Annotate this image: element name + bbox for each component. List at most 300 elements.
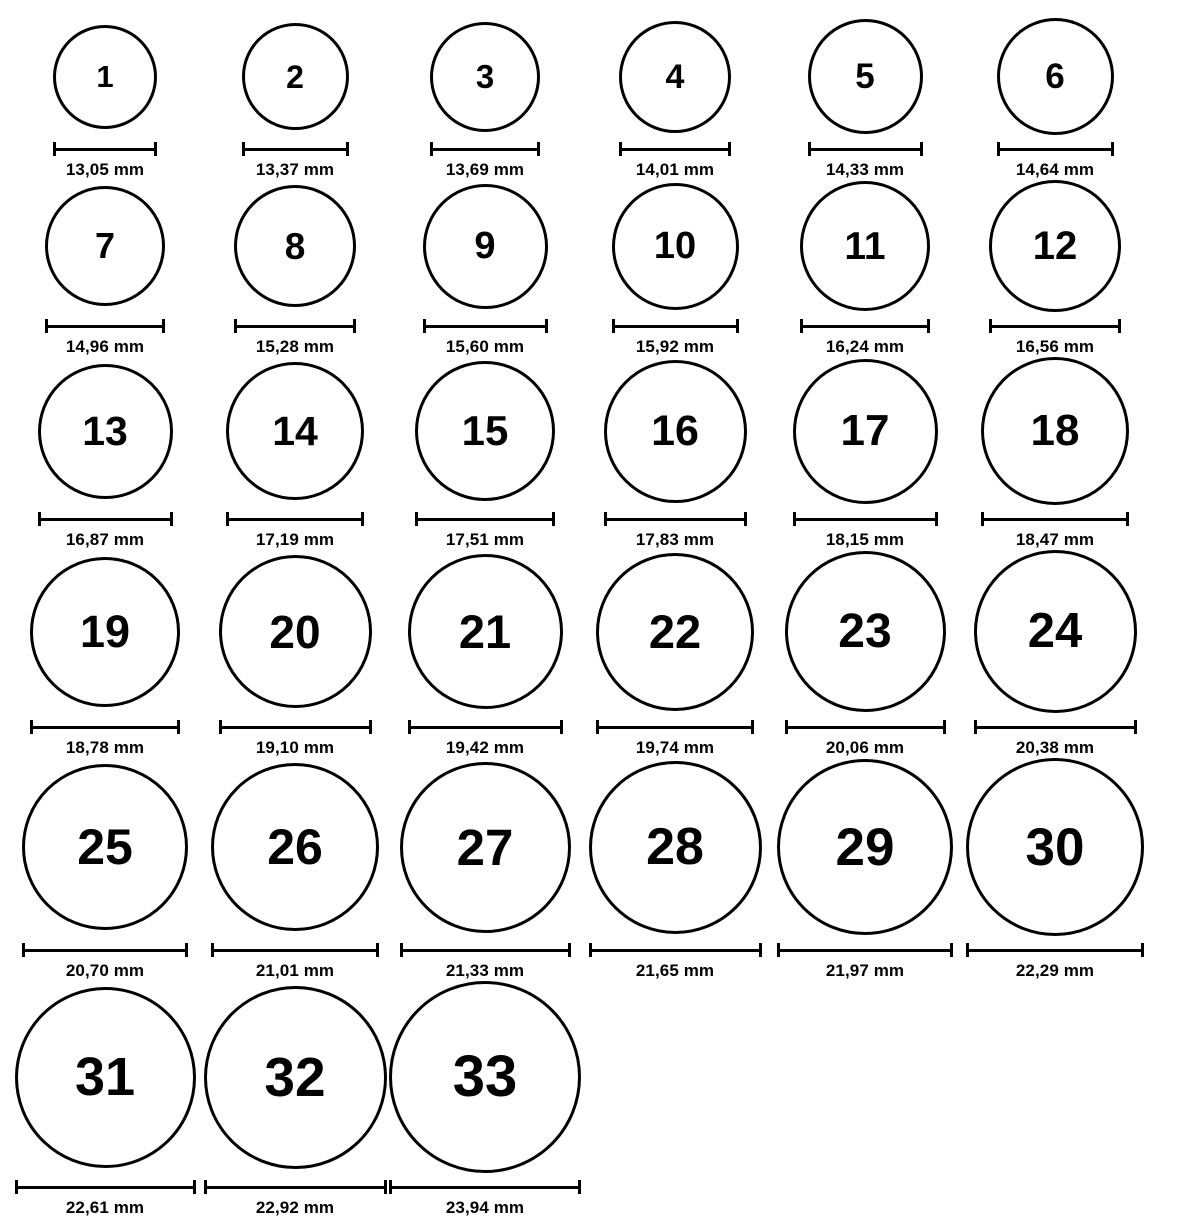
diameter-label: 16,24 mm xyxy=(825,337,905,356)
measure-line xyxy=(808,148,923,151)
ring-circle-wrap xyxy=(619,18,731,135)
measure-tick-right xyxy=(346,142,349,156)
measure-tick-right xyxy=(920,142,923,156)
diameter-label: 13,37 mm xyxy=(255,160,335,179)
ring-size-number: 23 xyxy=(838,604,892,658)
ring-cell[interactable] xyxy=(200,18,390,180)
ring-circle-wrap xyxy=(989,180,1121,312)
measure-tick-left xyxy=(219,720,222,734)
ring-size-number: 8 xyxy=(284,225,306,267)
diameter-measure-bar xyxy=(604,512,747,526)
ring-circle xyxy=(408,554,563,709)
ring-size-number: 15 xyxy=(461,407,509,454)
diameter-measure-bar xyxy=(800,319,930,333)
measure-line xyxy=(966,949,1144,952)
ring-circle-wrap xyxy=(793,357,938,505)
diameter-measure-bar xyxy=(612,319,739,333)
measure-tick-left xyxy=(415,512,418,526)
ring-circle xyxy=(38,364,173,499)
ring-cell[interactable] xyxy=(10,981,200,1218)
diameter-measure-bar xyxy=(53,142,157,156)
measure-tick-right xyxy=(927,319,930,333)
measure-tick-right xyxy=(736,319,739,333)
measure-tick-left xyxy=(234,319,237,333)
ring-size-number: 25 xyxy=(77,819,133,875)
ring-circle-wrap xyxy=(596,550,754,713)
ring-row xyxy=(10,981,1190,1218)
ring-cell[interactable] xyxy=(770,180,960,357)
diameter-label: 18,47 mm xyxy=(1015,530,1095,549)
measure-line xyxy=(785,726,946,729)
ring-size-number: 31 xyxy=(74,1047,136,1107)
measure-line xyxy=(612,325,739,328)
diameter-measure-bar xyxy=(785,720,946,734)
diameter-label: 18,15 mm xyxy=(825,530,905,549)
ring-circle-wrap xyxy=(423,180,548,312)
diameter-label: 21,33 mm xyxy=(445,961,525,980)
ring-cell[interactable] xyxy=(10,180,200,357)
measure-line xyxy=(777,949,953,952)
ring-circle xyxy=(596,553,754,711)
ring-cell[interactable] xyxy=(770,18,960,180)
measure-tick-right xyxy=(1126,512,1129,526)
ring-circle xyxy=(793,359,938,504)
diameter-label: 15,28 mm xyxy=(255,337,335,356)
measure-tick-right xyxy=(943,720,946,734)
ring-size-number: 6 xyxy=(1045,57,1065,96)
ring-cell[interactable] xyxy=(390,758,580,981)
measure-line xyxy=(596,726,754,729)
ring-circle-wrap xyxy=(389,981,581,1173)
ring-size-number: 2 xyxy=(286,58,304,95)
measure-tick-left xyxy=(800,319,803,333)
measure-line xyxy=(22,949,188,952)
ring-cell[interactable] xyxy=(770,758,960,981)
diameter-measure-bar xyxy=(400,943,571,957)
measure-line xyxy=(989,325,1121,328)
measure-line xyxy=(226,518,364,521)
measure-line xyxy=(53,148,157,151)
measure-tick-right xyxy=(369,720,372,734)
ring-size-number: 13 xyxy=(82,407,128,454)
ring-cell[interactable] xyxy=(960,180,1150,357)
ring-circle-wrap xyxy=(400,758,571,936)
measure-tick-right xyxy=(1141,943,1144,957)
ring-circle-wrap xyxy=(612,180,739,312)
measure-tick-right xyxy=(537,142,540,156)
ring-cell[interactable] xyxy=(390,357,580,550)
ring-circle-wrap xyxy=(981,357,1129,505)
ring-circle xyxy=(219,555,372,708)
measure-line xyxy=(415,518,555,521)
ring-circle xyxy=(430,22,540,132)
ring-row xyxy=(10,180,1190,357)
ring-size-number: 33 xyxy=(452,1044,518,1109)
ring-circle-wrap xyxy=(234,180,356,312)
measure-tick-left xyxy=(981,512,984,526)
ring-size-number: 11 xyxy=(844,224,886,268)
ring-circle-wrap xyxy=(45,180,165,312)
diameter-label: 21,97 mm xyxy=(825,961,905,980)
diameter-measure-bar xyxy=(22,943,188,957)
measure-line xyxy=(400,949,571,952)
ring-circle-wrap xyxy=(211,758,379,936)
measure-tick-left xyxy=(22,943,25,957)
ring-circle xyxy=(226,362,364,500)
ring-circle-wrap xyxy=(997,18,1114,135)
diameter-measure-bar xyxy=(619,142,731,156)
measure-line xyxy=(234,325,356,328)
ring-circle-wrap xyxy=(38,357,173,505)
measure-line xyxy=(204,1186,387,1189)
ring-row xyxy=(10,758,1190,981)
measure-tick-left xyxy=(997,142,1000,156)
diameter-measure-bar xyxy=(997,142,1114,156)
diameter-label: 14,96 mm xyxy=(65,337,145,356)
ring-circle-wrap xyxy=(800,180,930,312)
measure-line xyxy=(423,325,548,328)
ring-size-number: 27 xyxy=(456,818,514,876)
diameter-label: 15,92 mm xyxy=(635,337,715,356)
measure-tick-right xyxy=(185,943,188,957)
measure-tick-right xyxy=(170,512,173,526)
ring-circle xyxy=(612,183,739,310)
measure-tick-left xyxy=(400,943,403,957)
ring-cell[interactable] xyxy=(770,550,960,758)
ring-circle-wrap xyxy=(777,758,953,936)
ring-circle-wrap xyxy=(604,357,747,505)
measure-tick-right xyxy=(545,319,548,333)
diameter-label: 22,92 mm xyxy=(255,1198,335,1217)
ring-size-number: 4 xyxy=(665,57,685,96)
diameter-measure-bar xyxy=(415,512,555,526)
ring-cell[interactable] xyxy=(10,550,200,758)
measure-tick-left xyxy=(408,720,411,734)
measure-line xyxy=(800,325,930,328)
ring-cell[interactable] xyxy=(580,357,770,550)
measure-tick-right xyxy=(578,1180,581,1194)
measure-tick-left xyxy=(777,943,780,957)
ring-circle-wrap xyxy=(408,550,563,713)
ring-size-number: 9 xyxy=(474,225,496,267)
ring-cell[interactable] xyxy=(390,981,580,1218)
ring-size-number: 26 xyxy=(267,819,323,875)
diameter-measure-bar xyxy=(981,512,1129,526)
diameter-measure-bar xyxy=(408,720,563,734)
ring-circle-wrap xyxy=(30,550,180,713)
ring-size-number: 32 xyxy=(264,1045,326,1108)
ring-circle xyxy=(211,763,379,931)
measure-tick-right xyxy=(759,943,762,957)
diameter-label: 19,42 mm xyxy=(445,738,525,757)
ring-cell[interactable] xyxy=(580,18,770,180)
diameter-label: 14,33 mm xyxy=(825,160,905,179)
ring-circle xyxy=(974,550,1137,713)
ring-circle xyxy=(22,764,188,930)
ring-cell[interactable] xyxy=(200,758,390,981)
ring-circle-wrap xyxy=(415,357,555,505)
ring-circle-wrap xyxy=(219,550,372,713)
ring-size-number: 14 xyxy=(272,407,318,454)
ring-cell[interactable] xyxy=(390,550,580,758)
diameter-measure-bar xyxy=(234,319,356,333)
ring-circle-wrap xyxy=(808,18,923,135)
measure-tick-left xyxy=(15,1180,18,1194)
measure-tick-right xyxy=(1111,142,1114,156)
diameter-measure-bar xyxy=(974,720,1137,734)
measure-line xyxy=(793,518,938,521)
measure-tick-left xyxy=(53,142,56,156)
measure-line xyxy=(30,726,180,729)
measure-line xyxy=(15,1186,196,1189)
measure-tick-right xyxy=(177,720,180,734)
measure-tick-left xyxy=(808,142,811,156)
ring-circle-wrap xyxy=(22,758,188,936)
measure-tick-left xyxy=(211,943,214,957)
ring-circle xyxy=(989,180,1121,312)
measure-tick-right xyxy=(162,319,165,333)
ring-size-number: 7 xyxy=(94,225,116,266)
measure-tick-right xyxy=(728,142,731,156)
measure-tick-right xyxy=(154,142,157,156)
diameter-measure-bar xyxy=(808,142,923,156)
measure-tick-left xyxy=(423,319,426,333)
measure-tick-left xyxy=(389,1180,392,1194)
ring-circle xyxy=(234,185,356,307)
ring-circle xyxy=(981,357,1129,505)
measure-line xyxy=(242,148,349,151)
ring-cell[interactable] xyxy=(960,357,1150,550)
ring-circle xyxy=(777,759,953,935)
measure-line xyxy=(45,325,165,328)
diameter-label: 13,05 mm xyxy=(65,160,145,179)
measure-tick-right xyxy=(384,1180,387,1194)
diameter-measure-bar xyxy=(226,512,364,526)
ring-size-number: 12 xyxy=(1032,224,1078,268)
ring-circle-wrap xyxy=(204,981,387,1173)
diameter-label: 18,78 mm xyxy=(65,738,145,757)
measure-tick-right xyxy=(751,720,754,734)
ring-circle-wrap xyxy=(242,18,349,135)
ring-size-number: 10 xyxy=(653,225,697,267)
ring-circle xyxy=(785,551,946,712)
ring-cell[interactable] xyxy=(10,758,200,981)
ring-circle xyxy=(619,21,731,133)
diameter-label: 15,60 mm xyxy=(445,337,525,356)
diameter-label: 21,01 mm xyxy=(255,961,335,980)
ring-cell[interactable] xyxy=(580,550,770,758)
ring-circle xyxy=(423,184,548,309)
measure-tick-right xyxy=(193,1180,196,1194)
diameter-measure-bar xyxy=(211,943,379,957)
measure-tick-left xyxy=(612,319,615,333)
ring-row xyxy=(10,357,1190,550)
diameter-label: 20,06 mm xyxy=(825,738,905,757)
measure-line xyxy=(408,726,563,729)
measure-tick-left xyxy=(30,720,33,734)
diameter-measure-bar xyxy=(589,943,762,957)
measure-tick-left xyxy=(45,319,48,333)
ring-size-number: 1 xyxy=(96,59,114,94)
diameter-measure-bar xyxy=(596,720,754,734)
measure-tick-right xyxy=(744,512,747,526)
ring-size-number: 3 xyxy=(475,58,495,95)
measure-tick-left xyxy=(793,512,796,526)
ring-grid xyxy=(10,18,1190,1218)
diameter-label: 21,65 mm xyxy=(635,961,715,980)
measure-line xyxy=(604,518,747,521)
ring-size-number: 30 xyxy=(1025,817,1085,877)
ring-cell[interactable] xyxy=(770,357,960,550)
ring-size-number: 5 xyxy=(855,57,875,96)
ring-cell[interactable] xyxy=(10,18,200,180)
ring-circle xyxy=(45,186,165,306)
diameter-label: 16,87 mm xyxy=(65,530,145,549)
measure-line xyxy=(974,726,1137,729)
ring-cell[interactable] xyxy=(200,357,390,550)
diameter-label: 20,38 mm xyxy=(1015,738,1095,757)
ring-size-number: 21 xyxy=(458,605,512,658)
diameter-label: 23,94 mm xyxy=(445,1198,525,1217)
diameter-label: 13,69 mm xyxy=(445,160,525,179)
measure-line xyxy=(389,1186,581,1189)
measure-line xyxy=(589,949,762,952)
ring-size-number: 20 xyxy=(269,605,321,658)
measure-tick-left xyxy=(989,319,992,333)
ring-cell[interactable] xyxy=(960,18,1150,180)
diameter-label: 17,19 mm xyxy=(255,530,335,549)
diameter-label: 14,64 mm xyxy=(1015,160,1095,179)
diameter-measure-bar xyxy=(793,512,938,526)
measure-tick-right xyxy=(1118,319,1121,333)
ring-circle-wrap xyxy=(15,981,196,1173)
measure-tick-right xyxy=(361,512,364,526)
ring-circle xyxy=(53,25,157,129)
ring-cell[interactable] xyxy=(200,550,390,758)
ring-size-number: 19 xyxy=(79,606,131,657)
measure-tick-right xyxy=(353,319,356,333)
measure-line xyxy=(619,148,731,151)
measure-line xyxy=(430,148,540,151)
measure-line xyxy=(981,518,1129,521)
ring-cell[interactable] xyxy=(390,18,580,180)
measure-tick-left xyxy=(204,1180,207,1194)
ring-circle xyxy=(30,557,180,707)
measure-tick-right xyxy=(560,720,563,734)
ring-circle-wrap xyxy=(430,18,540,135)
ring-circle xyxy=(808,19,923,134)
ring-circle xyxy=(800,181,930,311)
diameter-label: 16,56 mm xyxy=(1015,337,1095,356)
diameter-label: 20,70 mm xyxy=(65,961,145,980)
ring-cell[interactable] xyxy=(580,180,770,357)
ring-cell[interactable] xyxy=(390,180,580,357)
measure-tick-left xyxy=(430,142,433,156)
measure-tick-left xyxy=(619,142,622,156)
ring-cell[interactable] xyxy=(960,758,1150,981)
ring-row xyxy=(10,18,1190,180)
diameter-label: 22,29 mm xyxy=(1015,961,1095,980)
ring-circle xyxy=(604,360,747,503)
ring-cell[interactable] xyxy=(200,180,390,357)
ring-size-number: 16 xyxy=(651,406,699,455)
ring-size-number: 28 xyxy=(646,818,704,876)
measure-tick-right xyxy=(1134,720,1137,734)
measure-tick-right xyxy=(552,512,555,526)
diameter-measure-bar xyxy=(966,943,1144,957)
diameter-measure-bar xyxy=(204,1180,387,1194)
ring-circle-wrap xyxy=(589,758,762,936)
diameter-measure-bar xyxy=(777,943,953,957)
measure-tick-left xyxy=(604,512,607,526)
ring-row xyxy=(10,550,1190,758)
ring-circle-wrap xyxy=(785,550,946,713)
ring-circle xyxy=(389,981,581,1173)
diameter-label: 17,51 mm xyxy=(445,530,525,549)
measure-tick-right xyxy=(376,943,379,957)
diameter-label: 17,83 mm xyxy=(635,530,715,549)
measure-tick-left xyxy=(785,720,788,734)
measure-line xyxy=(211,949,379,952)
diameter-measure-bar xyxy=(389,1180,581,1194)
ring-circle xyxy=(997,18,1114,135)
ring-circle xyxy=(400,762,571,933)
ring-cell[interactable] xyxy=(200,981,390,1218)
ring-circle-wrap xyxy=(966,758,1144,936)
diameter-measure-bar xyxy=(242,142,349,156)
ring-circle xyxy=(242,23,349,130)
measure-line xyxy=(38,518,173,521)
ring-cell[interactable] xyxy=(580,758,770,981)
measure-tick-left xyxy=(589,943,592,957)
diameter-measure-bar xyxy=(989,319,1121,333)
ring-size-number: 22 xyxy=(648,605,702,658)
diameter-measure-bar xyxy=(423,319,548,333)
measure-tick-right xyxy=(935,512,938,526)
measure-tick-left xyxy=(226,512,229,526)
diameter-measure-bar xyxy=(38,512,173,526)
ring-circle xyxy=(966,758,1144,936)
ring-circle xyxy=(415,361,555,501)
measure-tick-left xyxy=(966,943,969,957)
ring-size-number: 17 xyxy=(840,406,890,455)
diameter-measure-bar xyxy=(219,720,372,734)
ring-circle xyxy=(15,987,196,1168)
diameter-label: 19,10 mm xyxy=(255,738,335,757)
measure-tick-right xyxy=(950,943,953,957)
diameter-measure-bar xyxy=(30,720,180,734)
measure-line xyxy=(219,726,372,729)
ring-circle xyxy=(589,761,762,934)
measure-tick-left xyxy=(38,512,41,526)
ring-size-number: 24 xyxy=(1027,604,1083,658)
ring-circle-wrap xyxy=(53,18,157,135)
measure-tick-left xyxy=(242,142,245,156)
measure-line xyxy=(997,148,1114,151)
ring-circle-wrap xyxy=(974,550,1137,713)
measure-tick-right xyxy=(568,943,571,957)
measure-tick-left xyxy=(596,720,599,734)
ring-circle xyxy=(204,986,387,1169)
diameter-measure-bar xyxy=(430,142,540,156)
diameter-measure-bar xyxy=(45,319,165,333)
ring-size-number: 18 xyxy=(1030,406,1080,455)
ring-cell[interactable] xyxy=(960,550,1150,758)
measure-tick-left xyxy=(974,720,977,734)
diameter-label: 14,01 mm xyxy=(635,160,715,179)
ring-cell[interactable] xyxy=(10,357,200,550)
ring-circle-wrap xyxy=(226,357,364,505)
